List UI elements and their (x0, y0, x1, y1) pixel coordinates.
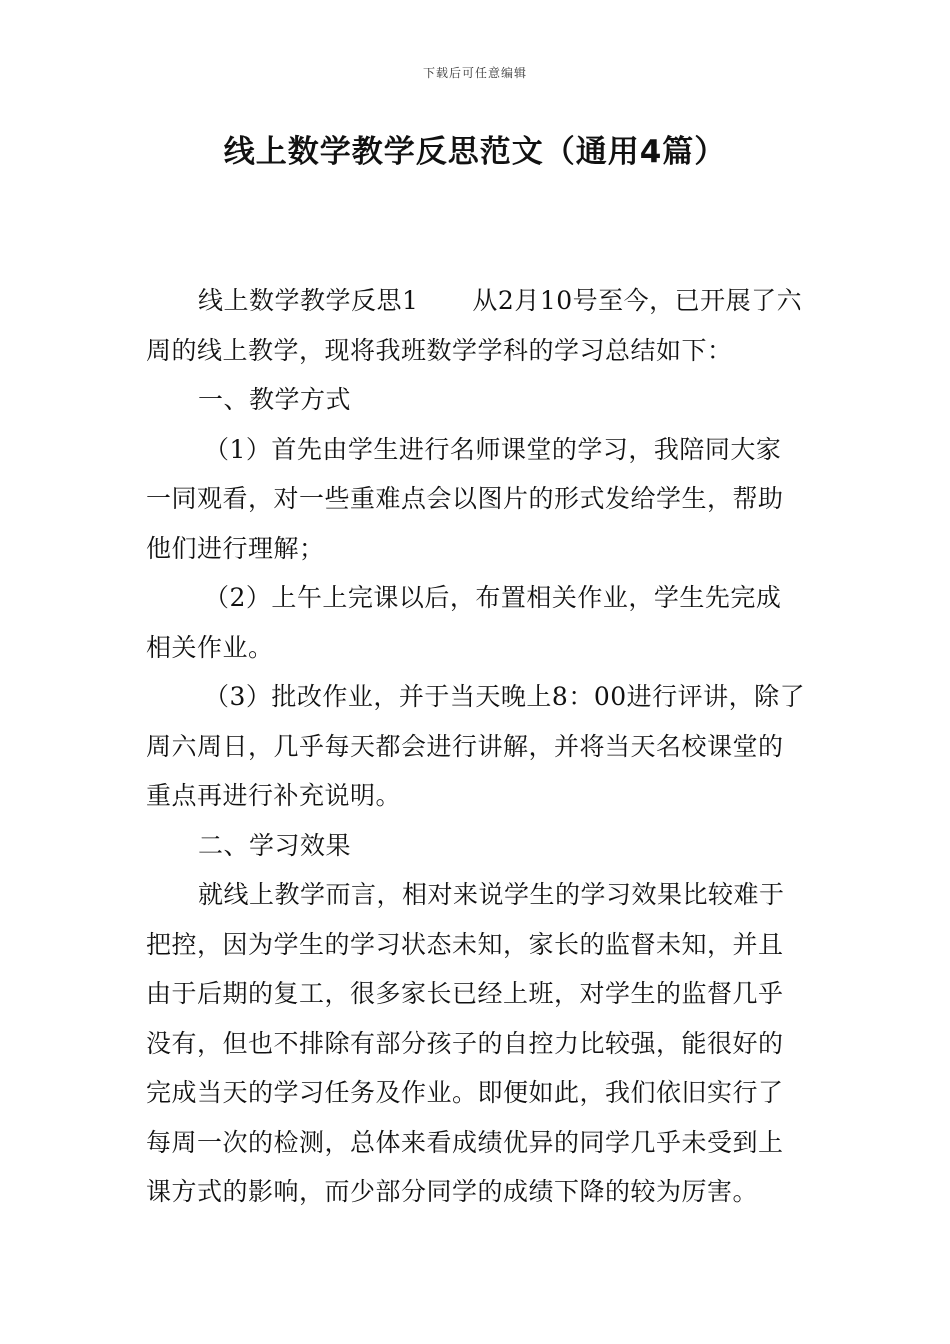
part-1-item-3: （3）批改作业，并于当天晚上8：00进行评讲，除了周六周日，几乎每天都会进行讲解，并将当天名校课堂的重点再进行补充说明。 (146, 682, 806, 810)
part-2-heading: 二、学习效果 (198, 830, 352, 860)
header-note: 下载后可任意编辑 (422, 66, 527, 80)
section-1-intro: 从2月10号至今，已开展了六周的线上教学，现将我班数学学科的学习总结如下： (146, 286, 803, 365)
part-1-item-1: （1）首先由学生进行名师课堂的学习，我陪同大家一同观看，对一些重难点会以图片的形式发给学生，帮助他们进行理解； (146, 434, 784, 563)
section-1-heading: 线上数学教学反思1 (198, 286, 419, 315)
document-body (146, 276, 806, 1217)
part-1-heading: 一、教学方式 (198, 385, 352, 414)
part-2-paragraph: 就线上教学而言，相对来说学生的学习效果比较难于把控，因为学生的学习状态未知，家长的监督未知，并且由于后期的复工，很多家长已经上班，对学生的监督几乎没有，但也不排除有部分孩子的自控力比较强，能很好的完成当天的学习任务及作业。即便如此，我们依旧实行了每周一次的检测，总体来看成绩优异的同学几乎未受到上课方式的影响，而少部分同学的成绩下降的较为厉害。 (146, 880, 785, 1206)
document-title: 线上数学教学反思范文（通用4篇） (223, 134, 727, 170)
section-1-paragraph (146, 276, 806, 375)
part-1-item-2: （2）上午上完课以后，布置相关作业，学生先完成相关作业。 (146, 583, 782, 662)
